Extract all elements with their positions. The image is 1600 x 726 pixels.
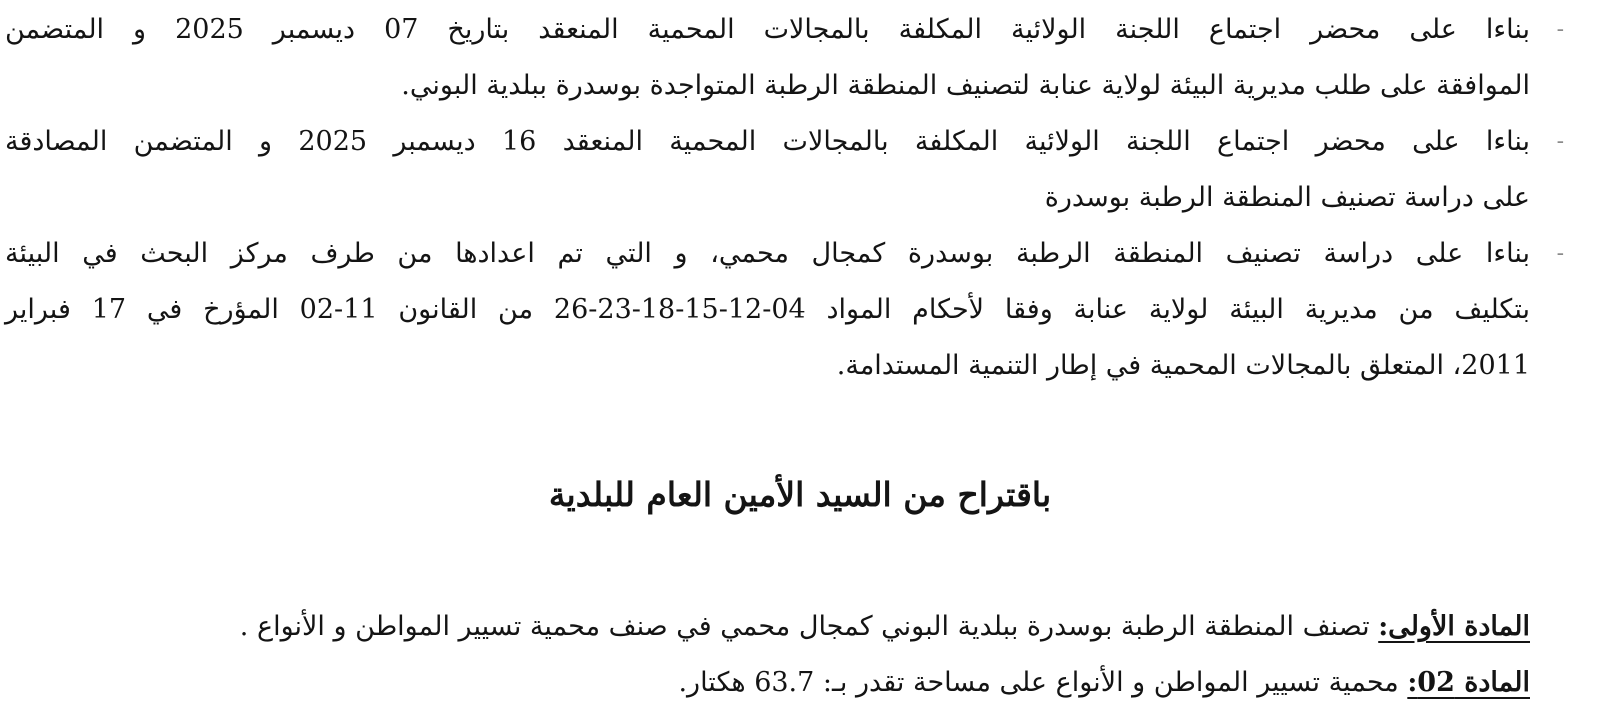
article-text: محمية تسيير المواطن و الأنواع على مساحة تقدر بـ: 63.7 هكتار. xyxy=(678,667,1408,698)
article-1 xyxy=(50,603,1530,651)
line-text: بتكليف من مديرية البيئة لولاية عنابة وفقا لأحكام المواد 04-12-15-18-23-26 من القانون 11-02 المؤرخ في 17 فبراير xyxy=(5,294,1530,325)
bullet-dash: - xyxy=(1556,129,1564,154)
line-text: على دراسة تصنيف المنطقة الرطبة بوسدرة xyxy=(1044,182,1530,213)
paragraph-line xyxy=(5,226,1564,282)
article-text: تصنف المنطقة الرطبة بوسدرة ببلدية البوني كمجال محمي في صنف محمية تسيير المواطن و الأنواع . xyxy=(239,611,1379,642)
line-text: بناءا على دراسة تصنيف المنطقة الرطبة بوسدرة كمجال محمي، و التي تم اعدادها من طرف مركز البحث في البيئة xyxy=(5,238,1530,269)
line-text: بناءا على محضر اجتماع اللجنة الولائية المكلفة بالمجالات المحمية المنعقد 16 ديسمبر 2025 و المتضمن المصادقة xyxy=(5,126,1531,157)
bullet-dash: - xyxy=(1556,241,1564,266)
paragraph-line xyxy=(5,170,1530,226)
paragraph-2 xyxy=(5,114,1564,226)
line-text: بناءا على محضر اجتماع اللجنة الولائية المكلفة بالمجالات المحمية المنعقد بتاريخ 07 ديسمبر 2025 و المتضمن xyxy=(5,14,1530,45)
paragraph-1 xyxy=(5,2,1564,114)
article-label: المادة الأولى: xyxy=(1378,611,1530,642)
article-label: المادة 02: xyxy=(1407,667,1530,698)
section-heading: باقتراح من السيد الأمين العام للبلدية xyxy=(548,475,1052,514)
bullet-dash: - xyxy=(1556,17,1564,42)
paragraph-line xyxy=(5,2,1564,58)
article-2 xyxy=(50,659,1530,707)
paragraph-3 xyxy=(5,226,1564,394)
line-text: الموافقة على طلب مديرية البيئة لولاية عنابة لتصنيف المنطقة الرطبة المتواجدة بوسدرة ببلدية البوني. xyxy=(401,70,1530,101)
paragraph-line xyxy=(5,282,1530,338)
paragraph-line xyxy=(5,58,1530,114)
paragraph-line xyxy=(5,338,1530,394)
line-text: 2011، المتعلق بالمجالات المحمية في إطار التنمية المستدامة. xyxy=(836,350,1530,381)
paragraph-line xyxy=(5,114,1564,170)
